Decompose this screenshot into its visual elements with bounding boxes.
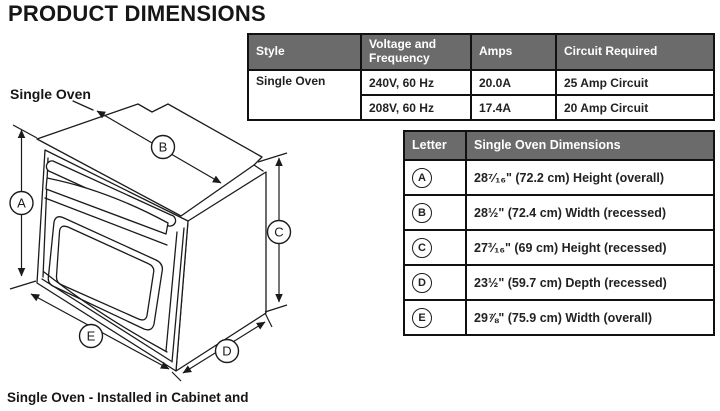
callout-d bbox=[216, 340, 239, 363]
power-header-voltage: Voltage and Frequency bbox=[361, 34, 471, 70]
power-header-style: Style bbox=[248, 34, 361, 70]
callout-d-letter: D bbox=[222, 343, 232, 359]
letter-cell bbox=[404, 195, 466, 230]
callout-a bbox=[10, 192, 33, 215]
amps-cell: 17.4A bbox=[471, 95, 556, 120]
dimension-cell: 28⁷⁄₁₆" (72.2 cm) Height (overall) bbox=[466, 160, 714, 195]
dims-header-letter: Letter bbox=[404, 131, 466, 160]
callout-c bbox=[268, 221, 291, 244]
oven-isometric-drawing bbox=[0, 80, 310, 411]
voltage-cell: 240V, 60 Hz bbox=[361, 70, 471, 95]
callout-b-letter: B bbox=[158, 139, 168, 155]
table-row bbox=[404, 265, 714, 300]
callout-b bbox=[152, 136, 175, 159]
voltage-cell: 208V, 60 Hz bbox=[361, 95, 471, 120]
table-row bbox=[404, 230, 714, 265]
dims-header-title: Single Oven Dimensions bbox=[466, 131, 714, 160]
dimension-cell: 28½" (72.4 cm) Width (recessed) bbox=[466, 195, 714, 230]
power-header-amps: Amps bbox=[471, 34, 556, 70]
electrical-spec-table bbox=[247, 33, 715, 121]
circuit-cell: 20 Amp Circuit bbox=[556, 95, 714, 120]
table-row bbox=[404, 160, 714, 195]
letter-cell bbox=[404, 265, 466, 300]
letter-badge: C bbox=[412, 238, 432, 258]
circuit-cell: 25 Amp Circuit bbox=[556, 70, 714, 95]
letter-badge: D bbox=[412, 273, 432, 293]
amps-cell: 20.0A bbox=[471, 70, 556, 95]
ext-line-c-bottom bbox=[265, 305, 287, 312]
page-title: PRODUCT DIMENSIONS bbox=[8, 1, 266, 26]
letter-cell bbox=[404, 230, 466, 265]
dimension-cell: 23½" (59.7 cm) Depth (recessed) bbox=[466, 265, 714, 300]
label-leader-line bbox=[73, 101, 93, 110]
table-row bbox=[248, 70, 714, 95]
letter-badge: E bbox=[412, 308, 432, 328]
figure-caption: Single Oven - Installed in Cabinet and bbox=[7, 390, 249, 405]
letter-cell bbox=[404, 300, 466, 335]
letter-badge: A bbox=[412, 168, 432, 188]
callout-c-letter: C bbox=[274, 224, 284, 240]
table-row bbox=[404, 300, 714, 335]
ext-line-d-right bbox=[265, 313, 272, 327]
ext-line-a-bottom bbox=[10, 281, 36, 289]
dimensions-table bbox=[403, 130, 715, 336]
letter-cell bbox=[404, 160, 466, 195]
ext-line-a-top bbox=[13, 125, 37, 138]
power-header-row bbox=[248, 34, 714, 70]
callout-e bbox=[80, 325, 103, 348]
table-row bbox=[404, 195, 714, 230]
letter-badge: B bbox=[412, 203, 432, 223]
callout-a-letter: A bbox=[17, 195, 26, 211]
drawing-label: Single Oven bbox=[10, 86, 91, 102]
style-value-cell: Single Oven bbox=[248, 70, 361, 120]
dimension-cell: 27³⁄₁₆" (69 cm) Height (recessed) bbox=[466, 230, 714, 265]
dims-header-row bbox=[404, 131, 714, 160]
callout-e-letter: E bbox=[86, 328, 96, 344]
power-header-circuit: Circuit Required bbox=[556, 34, 714, 70]
oven-top-back-step bbox=[254, 165, 263, 171]
dimension-cell: 29⅞" (75.9 cm) Width (overall) bbox=[466, 300, 714, 335]
ext-line-d-left bbox=[172, 372, 181, 381]
